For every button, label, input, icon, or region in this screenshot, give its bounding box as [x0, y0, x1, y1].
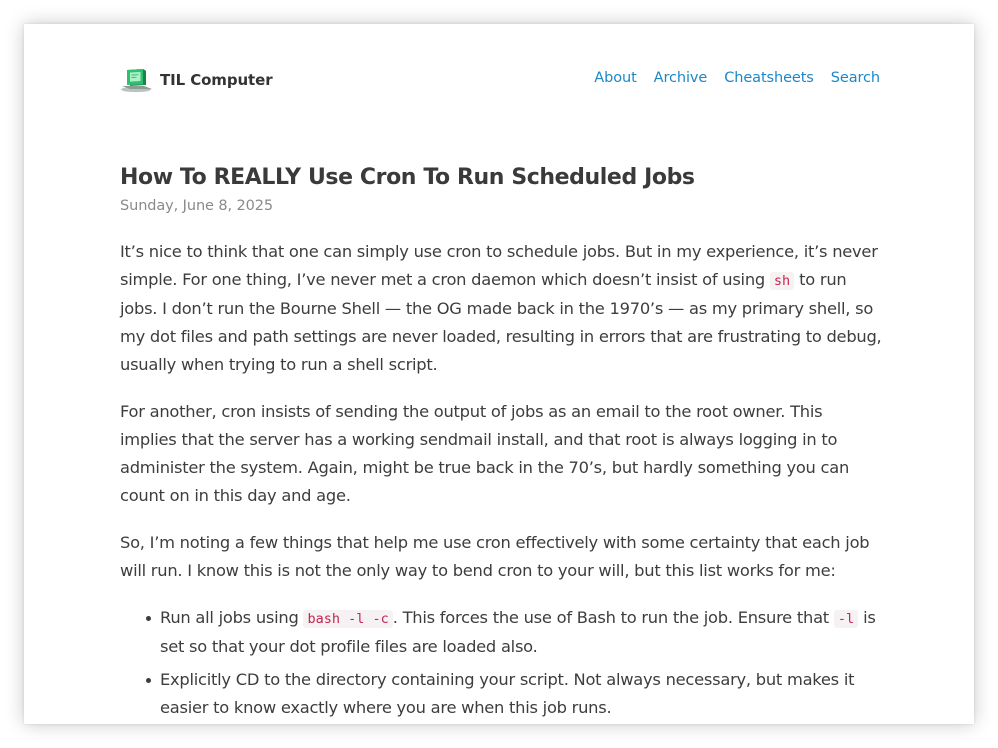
list-item	[146, 604, 882, 661]
paragraph-1-text-b: to run jobs. I don’t run the Bourne Shell — the OG made back in the 1970’s — as my primary shell, so my dot files and path settings are never loaded, resulting in errors that are frustrating to debug, usually when trying to run a shell script.	[120, 270, 882, 374]
site-header	[120, 66, 880, 96]
main-nav	[577, 70, 880, 86]
post-date: Sunday, June 8, 2025	[120, 198, 274, 214]
list-item-1-text-c: is set so that your dot profile files are loaded also.	[160, 608, 876, 656]
list-item: Explicitly CD to the directory containing your script. Not always necessary, but makes it easier to know exactly where you are when this job runs.	[146, 666, 882, 722]
paragraph-1	[120, 238, 882, 379]
brand-name: TIL Computer	[160, 71, 273, 89]
inline-code-sh: sh	[770, 272, 794, 290]
nav-link-search[interactable]: Search	[830, 70, 880, 86]
paragraph-1-text-a: It’s nice to think that one can simply use cron to schedule jobs. But in my experience, it’s never simple. For one thing, I’ve never met a cron daemon which doesn’t insist of using	[120, 242, 878, 289]
list-item-1-text-a: Run all jobs using	[160, 608, 304, 627]
post-body	[120, 238, 882, 724]
brand-link[interactable]	[120, 66, 273, 94]
post-title: How To REALLY Use Cron To Run Scheduled Jobs	[120, 165, 695, 190]
nav-link-archive[interactable]: Archive	[653, 70, 708, 86]
page-frame	[24, 24, 974, 724]
nav-link-cheatsheets[interactable]: Cheatsheets	[724, 70, 814, 86]
inline-code-bash: bash -l -c	[303, 610, 392, 628]
list-item-1-text-b: . This forces the use of Bash to run the job. Ensure that	[392, 608, 834, 627]
paragraph-2: For another, cron insists of sending the output of jobs as an email to the root owner. This implies that the server has a working sendmail install, and that root is always logging in to administer the system. Again, might be true back in the 70’s, but hardly something you can count on in this day and age.	[120, 402, 850, 505]
paragraph-3: So, I’m noting a few things that help me use cron effectively with some certainty that each job will run. I know this is not the only way to bend cron to your will, but this list works for me:	[120, 533, 870, 580]
computer-logo-icon	[120, 67, 154, 93]
tips-list	[146, 604, 882, 722]
inline-code-login-flag: -l	[834, 610, 858, 628]
nav-link-about[interactable]: About	[594, 70, 637, 86]
